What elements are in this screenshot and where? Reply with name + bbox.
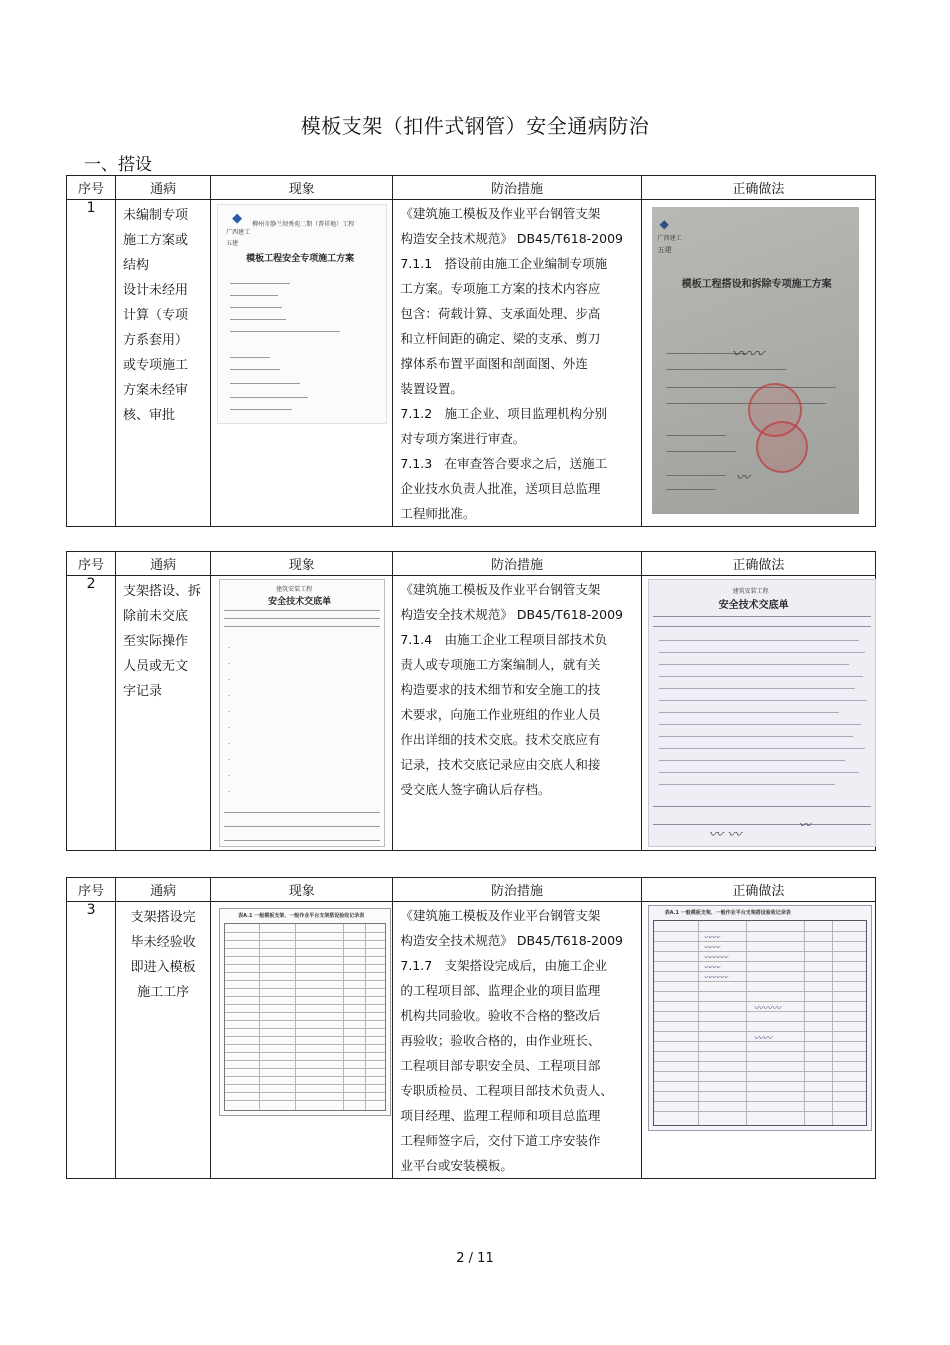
- company-logo-icon: ◆: [659, 217, 669, 231]
- header-prevention: 防治措施: [393, 552, 641, 576]
- correct-cell: [641, 576, 875, 851]
- header-illness: 通病: [116, 878, 211, 902]
- doc-header: 建筑安装工程: [276, 586, 313, 593]
- prevention-cell: [393, 200, 641, 527]
- signature-icon: 〰: [735, 470, 750, 486]
- illness-line: 人员或无文: [123, 659, 189, 674]
- prevention-line: 包含：荷载计算、支承面处理、步高: [400, 306, 601, 321]
- correct-photo: [648, 905, 872, 1131]
- illness-cell: [116, 902, 211, 1179]
- phenomenon-cell: [211, 576, 393, 851]
- illness-line: 计算（专项: [123, 308, 189, 323]
- prevention-line: 项目经理、监理工程师和项目总监理: [400, 1108, 601, 1123]
- prevention-line: 《建筑施工模板及作业平台钢管支架: [400, 582, 601, 597]
- doc-title: 安全技术交底单: [718, 600, 789, 611]
- prevention-text: [393, 576, 640, 802]
- handwriting-icon: 〰〰 〰〰 〰〰〰 〰〰 〰〰〰: [703, 933, 728, 982]
- illness-line: 方系套用）: [123, 333, 189, 348]
- correct-photo: [648, 579, 876, 847]
- illness-line: 施工工序: [137, 985, 190, 1000]
- illness-text: [116, 902, 210, 1005]
- illness-line: 未编制专项: [123, 208, 189, 223]
- header-illness: 通病: [116, 552, 211, 576]
- header-correct: 正确做法: [641, 878, 875, 902]
- prevention-line: 术要求，向施工作业班组的作业人员: [400, 707, 601, 722]
- bullet-list-icon: - - - - - - - - - -: [228, 644, 231, 795]
- illness-line: 结构: [123, 258, 150, 273]
- prevention-line: 记录，技术交底记录应由交底人和接: [400, 757, 601, 772]
- illness-text: [116, 200, 210, 428]
- prevention-line: 撑体系布置平面图和剖面图、外连: [400, 356, 588, 371]
- correct-cell: [641, 200, 875, 527]
- header-correct: 正确做法: [641, 176, 875, 200]
- prevention-line: 7.1.1 搭设前由施工企业编制专项施: [400, 256, 608, 271]
- header-correct: 正确做法: [641, 552, 875, 576]
- header-phenomenon: 现象: [211, 176, 393, 200]
- header-prevention: 防治措施: [393, 878, 641, 902]
- illness-cell: [116, 200, 211, 527]
- prevention-line: 工方案。专项施工方案的技术内容应: [400, 281, 601, 296]
- prevention-line: 作出详细的技术交底。技术交底应有: [400, 732, 601, 747]
- doc-header: 建筑安装工程: [732, 588, 769, 595]
- illness-line: 核、审批: [123, 408, 176, 423]
- illness-line: 支架搭设完: [130, 910, 196, 925]
- correct-cell: [641, 902, 875, 1179]
- prevention-line: 构造安全技术规范》 DB45/T618-2009: [400, 933, 623, 948]
- signature-icon: 〰〰: [753, 1034, 772, 1044]
- prevention-line: 工程师批准。: [400, 506, 476, 521]
- form-grid: [224, 923, 386, 1111]
- doc-title: 模板工程安全专项施工方案: [246, 254, 355, 264]
- row-number: 2: [67, 576, 116, 851]
- prevention-text: [393, 902, 640, 1178]
- header-prevention: 防治措施: [393, 176, 641, 200]
- table-row: [67, 902, 876, 1179]
- illness-line: 至实际操作: [123, 634, 189, 649]
- illness-line: 支架搭设、拆: [123, 584, 202, 599]
- red-seal-icon: [756, 421, 808, 473]
- row-number: 1: [67, 200, 116, 527]
- header-no: 序号: [67, 176, 116, 200]
- signature-icon: 〰〰〰: [753, 1004, 781, 1014]
- illness-text: [116, 576, 210, 704]
- illness-cell: [116, 576, 211, 851]
- prevention-line: 责人或专项施工方案编制人，就有关: [400, 657, 601, 672]
- doc-sub: 五建: [657, 246, 672, 254]
- illness-line: 字记录: [123, 684, 163, 699]
- correct-photo: [652, 207, 859, 514]
- prevention-cell: [393, 576, 641, 851]
- signature-icon: 〰 〰: [708, 827, 742, 843]
- prevention-line: 构造要求的技术细节和安全施工的技: [400, 682, 601, 697]
- illness-line: 除前未交底: [123, 609, 189, 624]
- phenomenon-image: [219, 908, 391, 1116]
- prevention-line: 工程项目部专职安全员、工程项目部: [400, 1058, 601, 1073]
- phenomenon-image: [219, 579, 385, 847]
- prevention-line: 的工程项目部、监理企业的项目监理: [400, 983, 601, 998]
- signature-icon: 〰: [798, 818, 811, 832]
- header-illness: 通病: [116, 176, 211, 200]
- header-phenomenon: 现象: [211, 878, 393, 902]
- doc-header: 柳州市静兰坝秀苑二期（普祥地）工程: [252, 221, 355, 228]
- phenomenon-image: [217, 204, 387, 424]
- prevention-line: 再验收；验收合格的，由作业班长、: [400, 1033, 601, 1048]
- prevention-cell: [393, 902, 641, 1179]
- header-no: 序号: [67, 552, 116, 576]
- logo-text: 广西建工: [226, 229, 251, 236]
- prevention-line: 工程师签字后，交付下道工序安装作: [400, 1133, 601, 1148]
- prevention-line: 7.1.3 在审查答合要求之后，送施工: [400, 456, 608, 471]
- prevention-line: 业平台或安装模板。: [400, 1158, 513, 1173]
- phenomenon-cell: [211, 200, 393, 527]
- page-number: 2 / 11: [456, 1251, 494, 1266]
- doc-title: 表A.1 一般模板支架、一般作业平台支架搭设验收记录表: [238, 913, 365, 919]
- logo-text: 广西建工: [657, 235, 682, 242]
- prevention-line: 7.1.2 施工企业、项目监理机构分别: [400, 406, 608, 421]
- prevention-line: 7.1.4 由施工企业工程项目部技术负: [400, 632, 608, 647]
- signature-icon: 〰〰: [731, 344, 764, 363]
- illness-line: 或专项施工: [123, 358, 189, 373]
- phenomenon-cell: [211, 902, 393, 1179]
- prevention-line: 专职质检员、工程项目部技术负责人、: [400, 1083, 613, 1098]
- form-grid: [653, 920, 867, 1126]
- prevention-line: 和立杆间距的确定、梁的支承、剪刀: [400, 331, 601, 346]
- row-number: 3: [67, 902, 116, 1179]
- company-logo-icon: ◆: [232, 211, 243, 226]
- illness-line: 毕未经验收: [130, 935, 196, 950]
- prevention-line: 《建筑施工模板及作业平台钢管支架: [400, 908, 601, 923]
- prevention-text: [393, 200, 640, 526]
- defect-table-3: [66, 877, 876, 1179]
- table-row: [67, 200, 876, 527]
- prevention-line: 7.1.7 支架搭设完成后，由施工企业: [400, 958, 608, 973]
- defect-table-1: [66, 175, 876, 527]
- page-title: 模板支架（扣件式钢管）安全通病防治: [300, 114, 650, 138]
- doc-sub: 五建: [226, 240, 239, 247]
- table-row: [67, 576, 876, 851]
- table-header-row: [67, 176, 876, 200]
- prevention-line: 企业技水负责人批准，送项目总监理: [400, 481, 601, 496]
- table-header-row: [67, 552, 876, 576]
- doc-title: 表A.1 一般模板支架、一般作业平台支架搭设验收记录表: [664, 910, 791, 916]
- prevention-line: 机构共同验收。验收不合格的整改后: [400, 1008, 601, 1023]
- doc-title: 安全技术交底单: [268, 597, 332, 607]
- illness-line: 即进入模板: [130, 960, 196, 975]
- header-phenomenon: 现象: [211, 552, 393, 576]
- prevention-line: 受交底人签字确认后存档。: [400, 782, 551, 797]
- prevention-line: 装置设置。: [400, 381, 463, 396]
- prevention-line: 《建筑施工模板及作业平台钢管支架: [400, 206, 601, 221]
- header-no: 序号: [67, 878, 116, 902]
- prevention-line: 对专项方案进行审查。: [400, 431, 526, 446]
- prevention-line: 构造安全技术规范》 DB45/T618-2009: [400, 231, 623, 246]
- section-heading: 一、搭设: [84, 155, 152, 175]
- table-header-row: [67, 878, 876, 902]
- defect-table-2: [66, 551, 876, 851]
- illness-line: 施工方案或: [123, 233, 189, 248]
- prevention-line: 构造安全技术规范》 DB45/T618-2009: [400, 607, 623, 622]
- illness-line: 方案未经审: [123, 383, 189, 398]
- illness-line: 设计未经用: [123, 283, 189, 298]
- doc-title: 模板工程搭设和拆除专项施工方案: [681, 279, 832, 290]
